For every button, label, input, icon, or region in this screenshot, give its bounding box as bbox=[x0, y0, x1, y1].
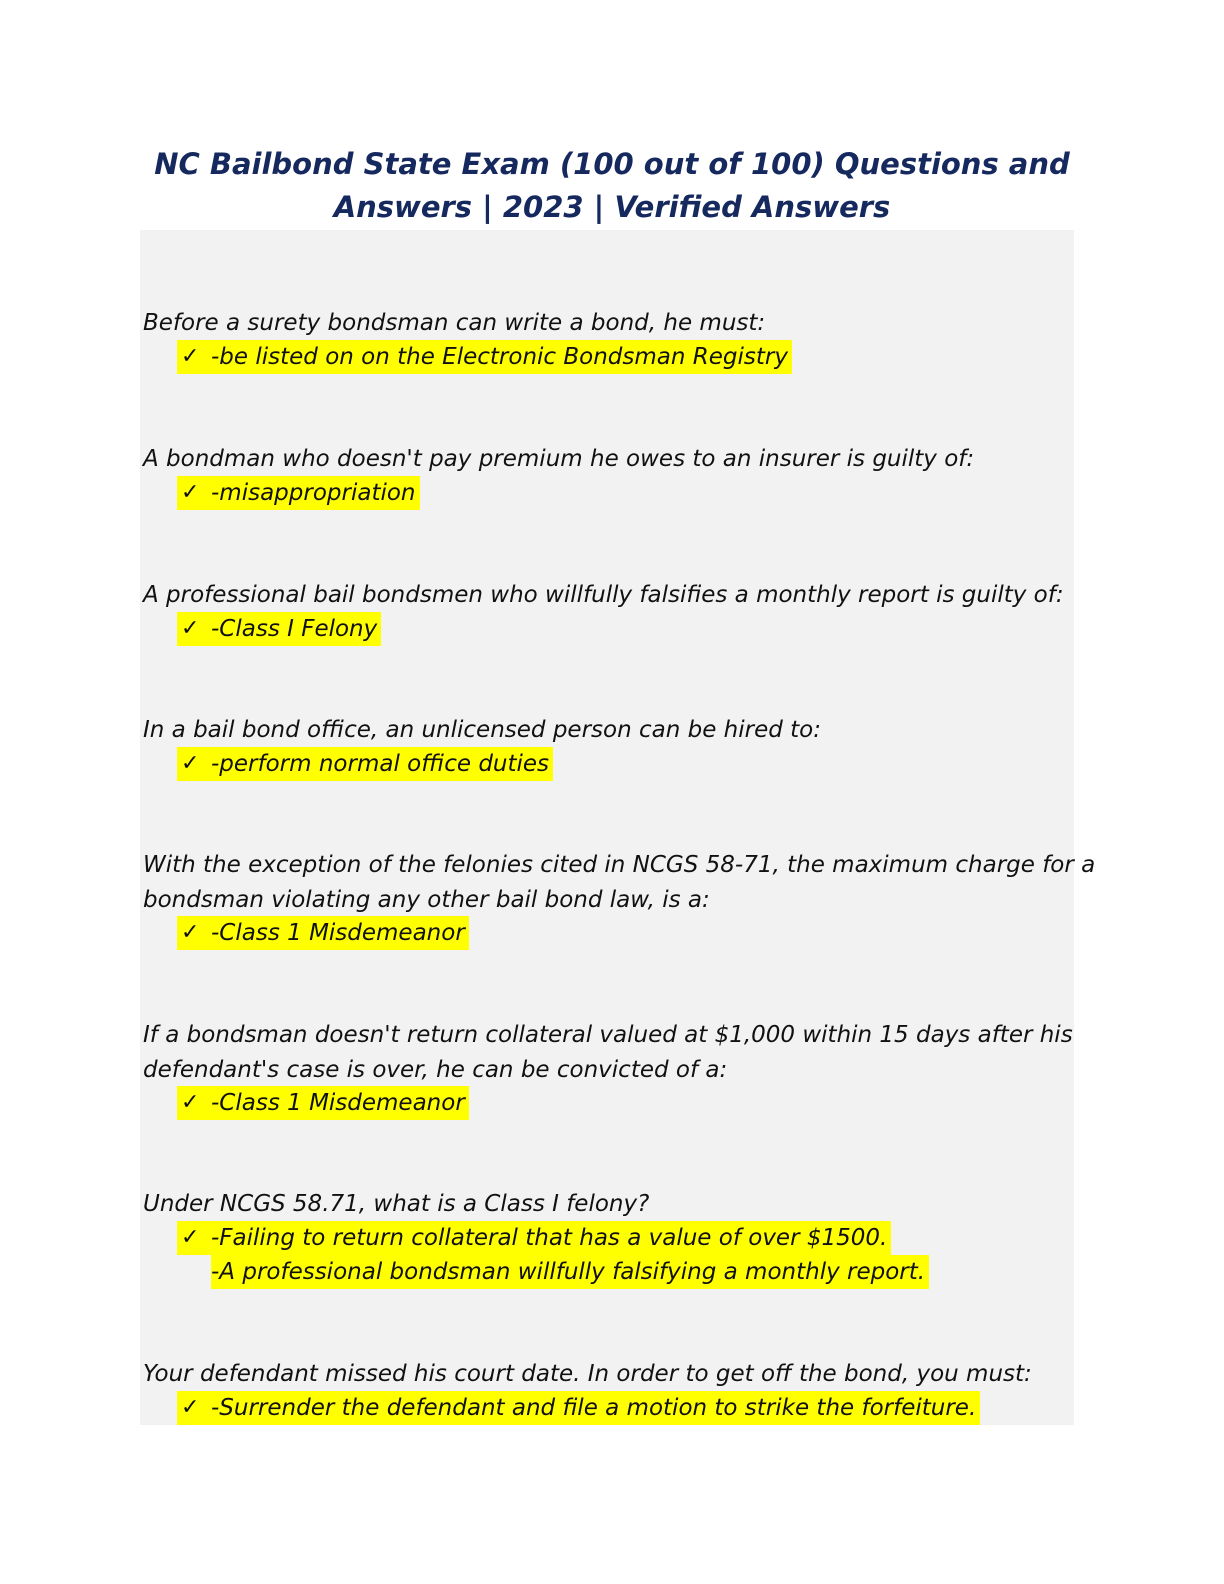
answer-4-text: -perform normal office duties bbox=[211, 751, 550, 777]
question-5-line-1: With the exception of the felonies cited in NCGS 58-71, the maximum charge for a bbox=[143, 852, 1096, 878]
question-3-line-1: A professional bail bondsmen who willfully falsifies a monthly report is guilty of: bbox=[143, 582, 1064, 608]
check-icon: ✓ bbox=[181, 751, 200, 776]
document-title bbox=[120, 143, 1104, 229]
question-8-line-1: Your defendant missed his court date. In order to get off the bond, you must: bbox=[143, 1361, 1032, 1387]
check-icon: ✓ bbox=[181, 1225, 200, 1250]
answer-6 bbox=[177, 1086, 469, 1120]
question-2 bbox=[143, 442, 1078, 477]
question-1-line-1: Before a surety bondsman can write a bond, he must: bbox=[143, 310, 766, 336]
question-7-line-1: Under NCGS 58.71, what is a Class I felony? bbox=[143, 1191, 650, 1217]
question-6-line-2: defendant's case is over, he can be convicted of a: bbox=[143, 1057, 728, 1083]
check-icon: ✓ bbox=[181, 480, 200, 505]
answer-2-text: -misappropriation bbox=[211, 480, 416, 506]
question-4-line-1: In a bail bond office, an unlicensed person can be hired to: bbox=[143, 717, 821, 743]
question-6 bbox=[143, 1018, 1078, 1088]
question-2-line-1: A bondman who doesn't pay premium he owes to an insurer is guilty of: bbox=[143, 446, 975, 472]
answer-4 bbox=[177, 747, 553, 781]
title-line-2: Answers | 2023 | Verified Answers bbox=[333, 190, 891, 224]
answer-1-text: -be listed on on the Electronic Bondsman Registry bbox=[211, 344, 788, 370]
answer-8 bbox=[177, 1391, 980, 1425]
answer-8-text: -Surrender the defendant and file a motion to strike the forfeiture. bbox=[211, 1395, 977, 1421]
answer-7-text-1: -Failing to return collateral that has a value of over $1500. bbox=[211, 1225, 888, 1251]
question-1 bbox=[143, 306, 1078, 341]
answer-7-text-2: -A professional bondsman willfully falsifying a monthly report. bbox=[211, 1259, 926, 1285]
question-7 bbox=[143, 1187, 1078, 1222]
answer-5 bbox=[177, 916, 469, 950]
check-icon: ✓ bbox=[181, 616, 200, 641]
question-8 bbox=[143, 1357, 1078, 1392]
question-3 bbox=[143, 578, 1078, 613]
answer-3 bbox=[177, 612, 381, 646]
question-4 bbox=[143, 713, 1078, 748]
answer-5-text: -Class 1 Misdemeanor bbox=[211, 920, 465, 946]
check-icon: ✓ bbox=[181, 1395, 200, 1420]
check-icon: ✓ bbox=[181, 1090, 200, 1115]
question-5 bbox=[143, 848, 1096, 918]
answer-3-text: -Class I Felony bbox=[211, 616, 378, 642]
answer-7-continued bbox=[211, 1255, 929, 1289]
title-line-1: NC Bailbond State Exam (100 out of 100) Questions and bbox=[154, 147, 1070, 181]
question-5-line-2: bondsman violating any other bail bond law, is a: bbox=[143, 887, 710, 913]
question-6-line-1: If a bondsman doesn't return collateral valued at $1,000 within 15 days after his bbox=[143, 1022, 1073, 1048]
answer-6-text: -Class 1 Misdemeanor bbox=[211, 1090, 465, 1116]
check-icon: ✓ bbox=[181, 920, 200, 945]
check-icon: ✓ bbox=[181, 344, 200, 369]
answer-2 bbox=[177, 476, 420, 510]
answer-7 bbox=[177, 1221, 891, 1255]
answer-1 bbox=[177, 340, 792, 374]
